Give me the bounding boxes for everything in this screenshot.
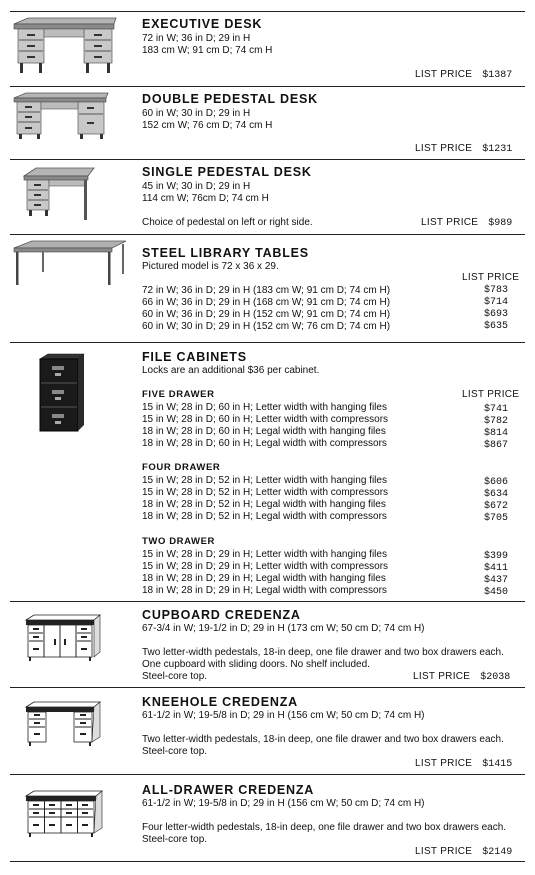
spec-row: 72 in W; 36 in D; 29 in H (183 cm W; 91 cm D; 74 cm H) [142,285,391,296]
dimensions-cm: 114 cm W; 76cm D; 74 cm H [142,193,269,204]
list-price: LIST PRICE $1415 [415,758,513,770]
description: Steel-core top. [142,834,208,845]
price-value: $2149 [482,847,513,858]
price-value: $672 [484,501,509,512]
single-pedestal-desk-image [22,166,96,222]
spec-row: 18 in W; 28 in D; 52 in H; Legal width with compressors [142,511,387,522]
price-value: $606 [484,477,509,488]
list-price-header: LIST PRICE [462,272,520,283]
price-value: $714 [484,297,509,308]
divider [10,11,525,12]
list-price-header: LIST PRICE [462,389,520,400]
divider [10,861,525,862]
price-value: $450 [484,587,509,598]
product-title: EXECUTIVE DESK [142,17,263,31]
spec-row: 15 in W; 28 in D; 60 in H; Letter width with hanging files [142,402,387,413]
list-price: LIST PRICE $2149 [415,846,513,858]
dimensions: 61-1/2 in W; 19-5/8 in D; 29 in H (156 cm W; 50 cm D; 74 cm H) [142,798,425,809]
price-value: $705 [484,513,509,524]
list-price: LIST PRICE $1231 [415,143,513,155]
price-value: $1415 [482,759,513,770]
dimensions-in: 60 in W; 30 in D; 29 in H [142,108,251,119]
double-pedestal-desk-image [10,92,110,140]
price-value: $437 [484,575,509,586]
product-title: CUPBOARD CREDENZA [142,608,301,622]
product-title: ALL-DRAWER CREDENZA [142,783,315,797]
list-price: LIST PRICE $989 [421,217,513,229]
list-price: LIST PRICE $2038 [413,671,511,683]
cupboard-credenza-image [24,614,102,662]
product-title: SINGLE PEDESTAL DESK [142,165,312,179]
group-heading: FOUR DRAWER [142,462,221,473]
spec-row: 18 in W; 28 in D; 60 in H; Legal width with compressors [142,438,387,449]
description: Two letter-width pedestals, 18-in deep, one file drawer and two box drawers each. [142,734,504,745]
dimensions: 61-1/2 in W; 19-5/8 in D; 29 in H (156 cm W; 50 cm D; 74 cm H) [142,710,425,721]
divider [10,687,525,688]
description: One cupboard with sliding doors. No shelf included. [142,659,370,670]
price-value: $411 [484,563,509,574]
divider [10,159,525,160]
price-value: $693 [484,309,509,320]
description: Steel-core top. [142,671,208,682]
price-value: $634 [484,489,509,500]
group-heading: FIVE DRAWER [142,389,215,400]
spec-row: 15 in W; 28 in D; 60 in H; Letter width with compressors [142,414,389,425]
divider [10,601,525,602]
spec-row: 15 in W; 28 in D; 29 in H; Letter width with compressors [142,561,389,572]
product-title: DOUBLE PEDESTAL DESK [142,92,318,106]
spec-row: 15 in W; 28 in D; 52 in H; Letter width with hanging files [142,475,387,486]
all-drawer-credenza-image [24,790,104,838]
product-note: Choice of pedestal on left or right side. [142,217,313,228]
dimensions: 67-3/4 in W; 19-1/2 in D; 29 in H (173 cm W; 50 cm D; 74 cm H) [142,623,425,634]
product-subtitle: Pictured model is 72 x 36 x 29. [142,261,279,272]
price-value: $635 [484,321,509,332]
kneehole-credenza-image [24,701,102,747]
product-title: FILE CABINETS [142,350,247,364]
list-price: LIST PRICE $1387 [415,69,513,81]
description: Steel-core top. [142,746,208,757]
divider [10,342,525,343]
price-value: $1387 [482,70,513,81]
price-value: $989 [488,218,513,229]
description: Four letter-width pedestals, 18-in deep, one file drawer and two box drawers each. [142,822,507,833]
description: Two letter-width pedestals, 18-in deep, one file drawer and two box drawers each. [142,647,504,658]
dimensions-in: 45 in W; 30 in D; 29 in H [142,181,251,192]
price-value: $2038 [480,672,511,683]
price-value: $399 [484,551,509,562]
product-title: KNEEHOLE CREDENZA [142,695,298,709]
dimensions-cm: 183 cm W; 91 cm D; 74 cm H [142,45,273,56]
spec-row: 15 in W; 28 in D; 29 in H; Letter width with hanging files [142,549,387,560]
library-table-image [12,240,128,286]
executive-desk-image [10,16,118,74]
product-subtitle: Locks are an additional $36 per cabinet. [142,365,320,376]
spec-row: 60 in W; 30 in D; 29 in H (152 cm W; 76 cm D; 74 cm H) [142,321,391,332]
divider [10,86,525,87]
price-value: $741 [484,404,509,415]
divider [10,234,525,235]
product-title: STEEL LIBRARY TABLES [142,246,309,260]
price-value: $782 [484,416,509,427]
spec-row: 66 in W; 36 in D; 29 in H (168 cm W; 91 cm D; 74 cm H) [142,297,391,308]
price-value: $814 [484,428,509,439]
spec-row: 18 in W; 28 in D; 60 in H; Legal width with hanging files [142,426,386,437]
group-heading: TWO DRAWER [142,536,216,547]
price-value: $783 [484,285,509,296]
spec-row: 60 in W; 36 in D; 29 in H (152 cm W; 91 cm D; 74 cm H) [142,309,391,320]
spec-row: 18 in W; 28 in D; 29 in H; Legal width with compressors [142,585,387,596]
price-value: $1231 [482,144,513,155]
file-cabinet-image [38,353,86,433]
price-value: $867 [484,440,509,451]
dimensions-cm: 152 cm W; 76 cm D; 74 cm H [142,120,273,131]
spec-row: 18 in W; 28 in D; 52 in H; Legal width with hanging files [142,499,386,510]
divider [10,774,525,775]
spec-row: 18 in W; 28 in D; 29 in H; Legal width with hanging files [142,573,386,584]
spec-row: 15 in W; 28 in D; 52 in H; Letter width with compressors [142,487,389,498]
dimensions-in: 72 in W; 36 in D; 29 in H [142,33,251,44]
